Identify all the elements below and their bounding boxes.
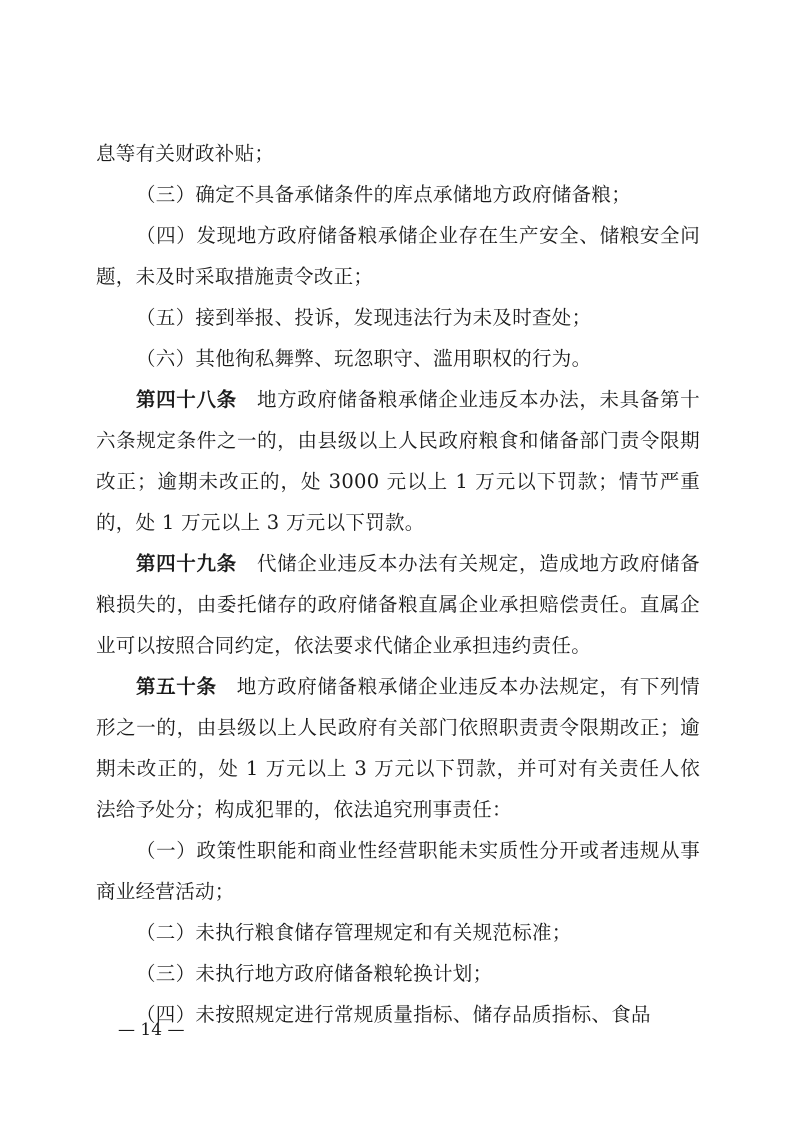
- article-48-text: 地方政府储备粮承储企业违反本办法，未具备第十六条规定条件之一的，由县级以上人民政府粮食和储备部门责令限期改正；逾期未改正的，处 3000 元以上 1 万元以下罚款；情节严重的，处 1 万元以上 3 万元以下罚款。: [96, 388, 700, 534]
- article-50: [96, 666, 700, 830]
- article-50-item-3: （三）未执行地方政府储备粮轮换计划；: [136, 962, 493, 985]
- article-49: [96, 543, 700, 666]
- list-item-5: （五）接到举报、投诉，发现违法行为未及时查处；: [136, 306, 592, 329]
- paragraph-continuation: 息等有关财政补贴；: [96, 142, 275, 165]
- article-49-heading: 第四十九条: [136, 552, 237, 575]
- list-item-3: （三）确定不具备承储条件的库点承储地方政府储备粮；: [136, 183, 632, 206]
- article-50-item-4: （四）未按照规定进行常规质量指标、储存品质指标、食品: [136, 1003, 651, 1026]
- list-item-6: （六）其他徇私舞弊、玩忽职守、滥用职权的行为。: [136, 347, 592, 370]
- article-48: [96, 379, 700, 543]
- list-item-4: （四）发现地方政府储备粮承储企业存在生产安全、储粮安全问题，未及时采取措施责令改正；: [96, 224, 700, 288]
- page-number: — 14 —: [118, 1020, 185, 1040]
- article-50-heading: 第五十条: [136, 675, 217, 698]
- article-48-heading: 第四十八条: [136, 388, 237, 411]
- article-50-text: 地方政府储备粮承储企业违反本办法规定，有下列情形之一的，由县级以上人民政府有关部门依照职责责令限期改正；逾期未改正的，处 1 万元以上 3 万元以下罚款，并可对有关责任人依法给予处分；构成犯罪的，依法追究刑事责任：: [96, 675, 700, 821]
- article-49-text: 代储企业违反本办法有关规定，造成地方政府储备粮损失的，由委托储存的政府储备粮直属企业承担赔偿责任。直属企业可以按照合同约定，依法要求代储企业承担违约责任。: [96, 552, 700, 657]
- article-50-item-2: （二）未执行粮食储存管理规定和有关规范标准；: [136, 921, 572, 944]
- article-50-item-1: （一）政策性职能和商业性经营职能未实质性分开或者违规从事商业经营活动；: [96, 839, 700, 903]
